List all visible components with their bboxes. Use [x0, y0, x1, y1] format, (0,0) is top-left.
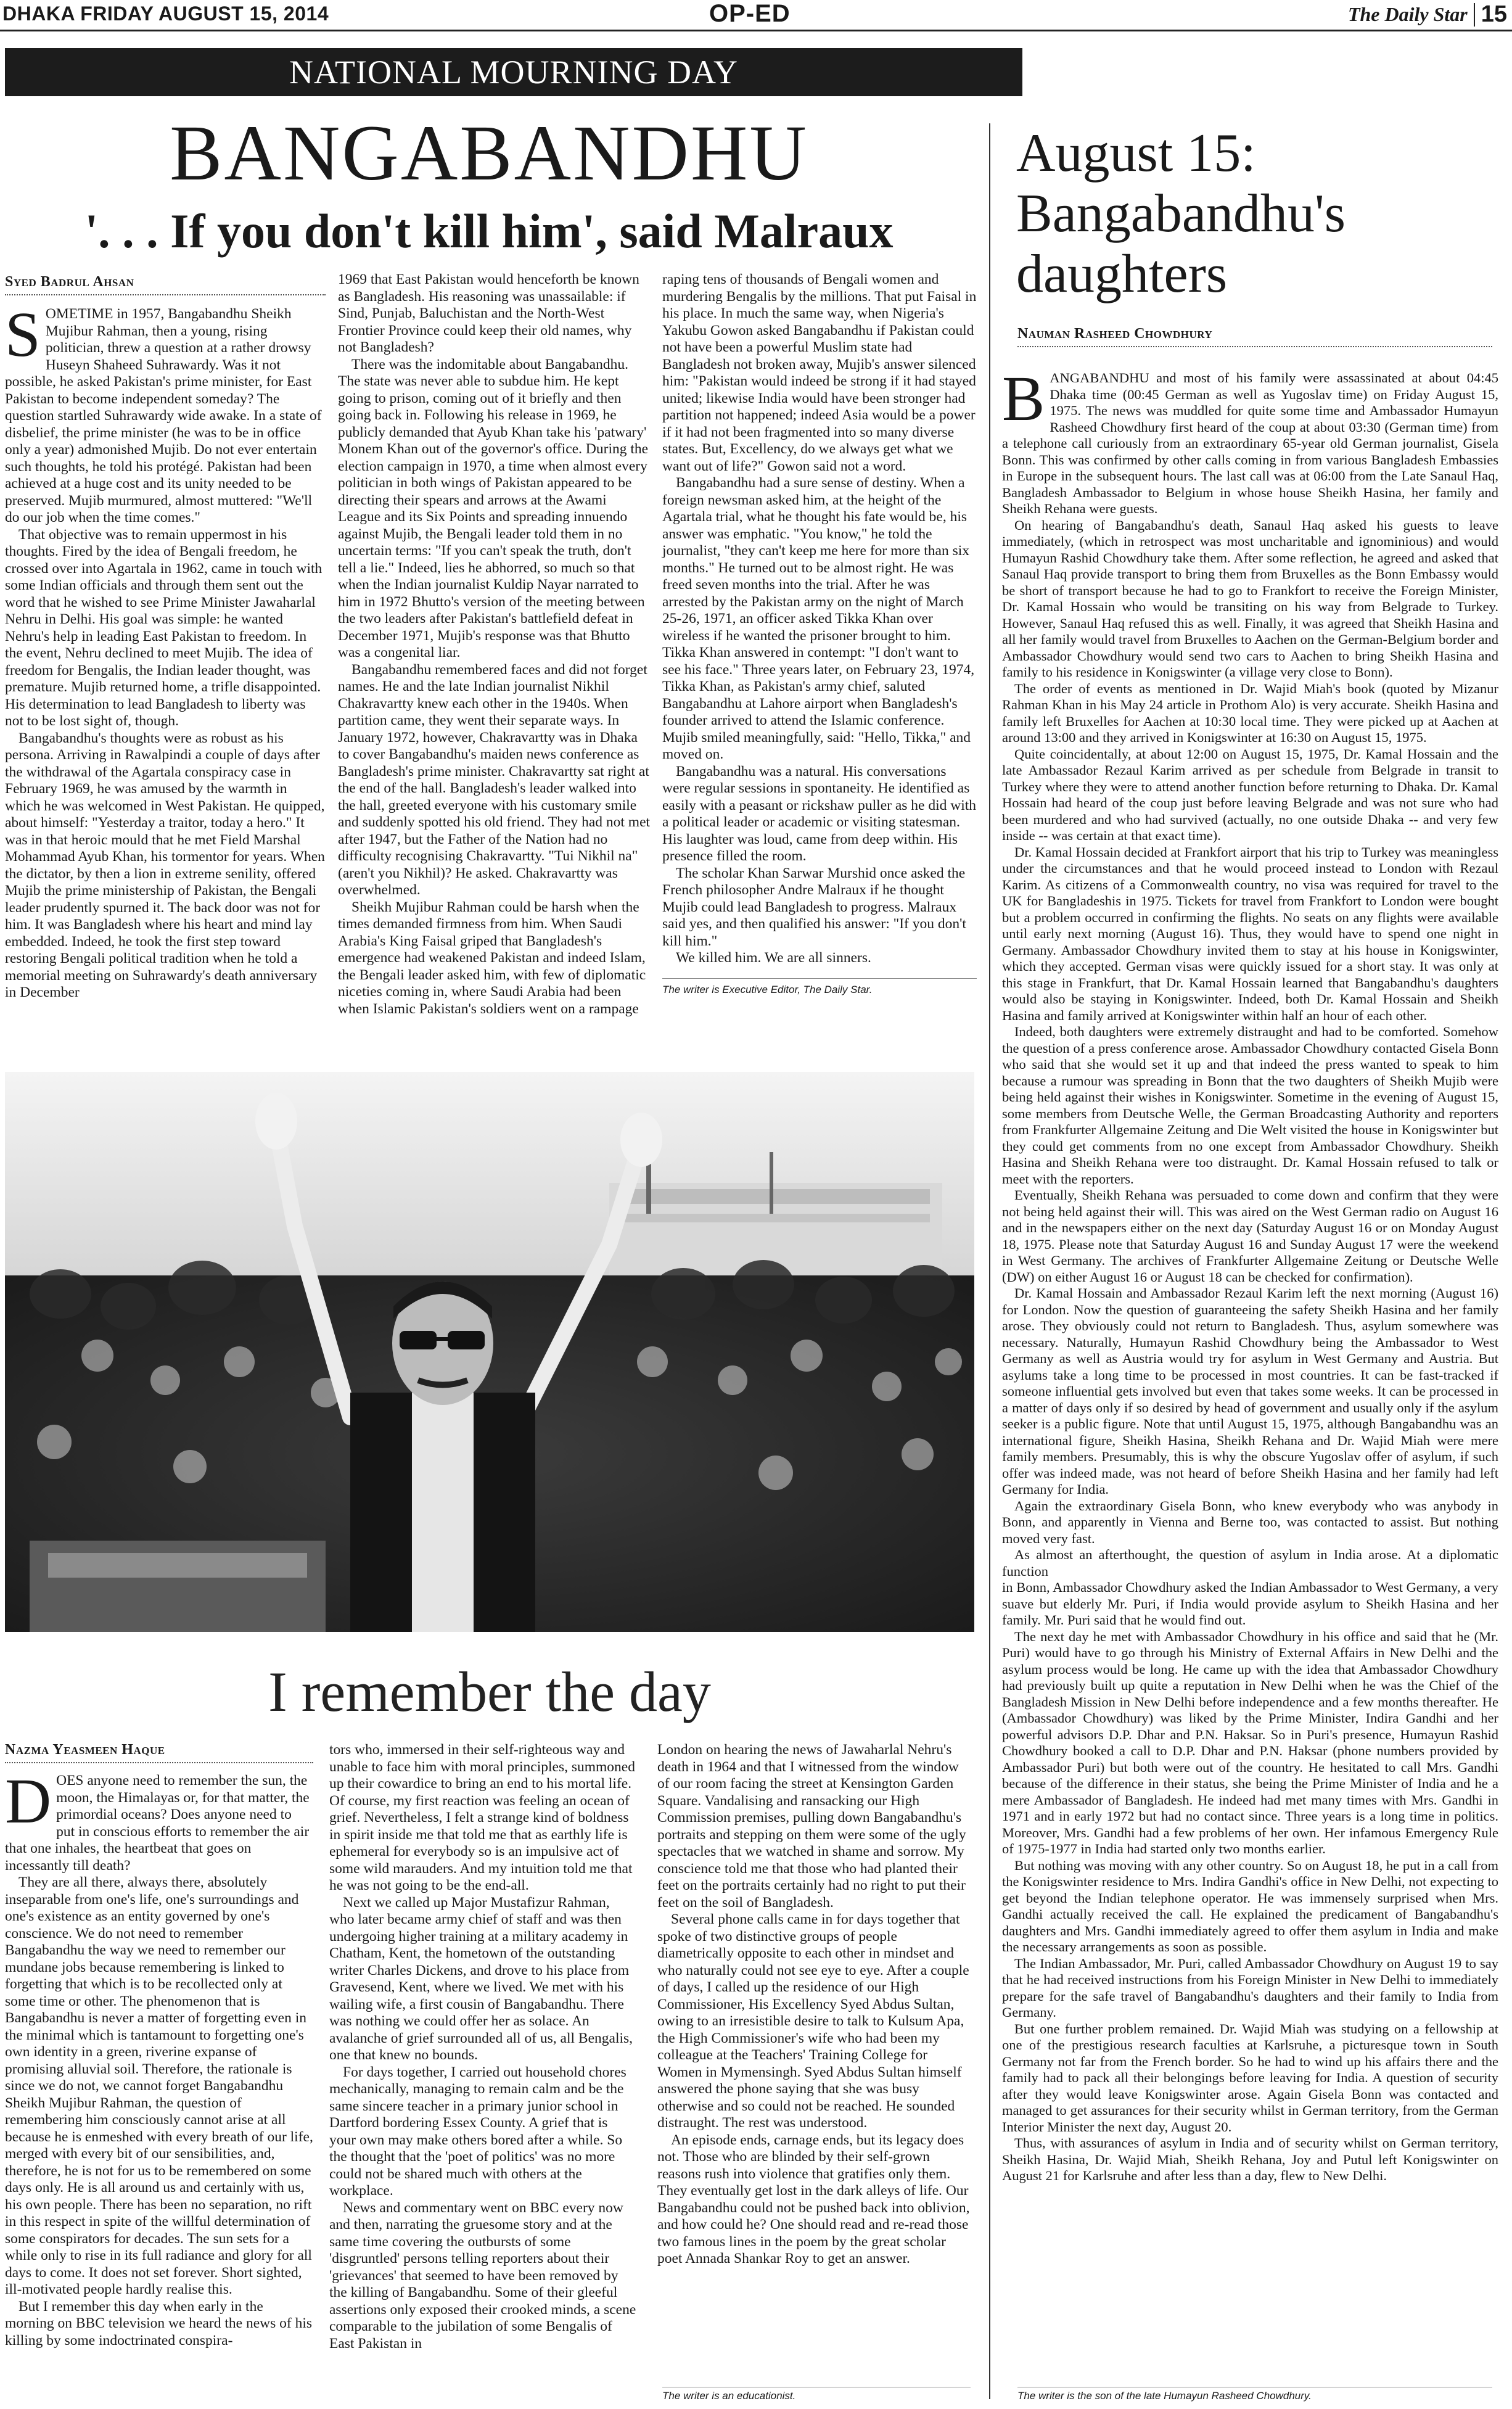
article2-drop-cap: D: [5, 1766, 52, 1837]
article2-para: They are all there, always there, absolutely inseparable from one's life, one's surroundings and one's existence as an entity governed by one's conscience. We do not need to remember Bangabandhu the way we need to remember our mundane jobs because remembering is linked to forgetting that which is to be recollected only at some time or other. The phenomenon that is Bangabandhu is never a matter of forgetting even in the minimal which is tantamount to forgetting one's own identity in a green, riverine expanse of promising alluvial soil. Therefore, the rationale is since we do not, we cannot forget Bangabandhu Sheikh Mujibur Rahman, the question of remembering him consciously cannot arise at all because he is enmeshed with every breath of our life, merged with every bit of our sensibilities, and, therefore, he is not for us to be remembered on some days only. He is all around us and certainly with us, his own people. There has been no separation, no rift in this respect in spite of the willful determination of some conspirators for decades. The sun sets for a while only to rise in its full radiance and glory for all days to come. It does not set forever. Short sighted, ill-motivated people hardly realise this.: [5, 1874, 313, 2297]
article2-byline: Nazma Yeasmeen Haque: [5, 1742, 313, 1763]
article3-para: On hearing of Bangabandhu's death, Sanaul Haq asked his guests to leave immediately, (which in retrospect was most uncharitable and ignominious) and would Humayun Rashid Chowdhury take them. After some reflection, he agreed and asked that Sanaul Haq provide transport to bring them from Bruxelles as the Bonn Embassy would be short of transport because he had to go to Frankfort to receive the Foreign Minister, Dr. Kamal Hossain who would be transiting on his way from Belgrade to Turkey. However, Sanaul Haq refused this as well. Finally, it was agreed that Sheikh Hasina and all her family would travel from Bruxelles to Aachen on the German-Belgium border and Ambassador Chowdhury would send two cars to Aachen to bring Sheikh Hasina and family to his residence in Konigswinter (a village very close to Bonn).: [1002, 517, 1498, 680]
article1-para: Bangabandhu was a natural. His conversations were regular sessions in spontaneity. He identified as easily with a peasant or rickshaw puller as he did with a political leader or academic or visiting statesman. His laughter was loud, came from deep within. His presence filled the room.: [662, 763, 977, 864]
article1-col1: [5, 299, 326, 1002]
article3-para: The Indian Ambassador, Mr. Puri, called Ambassador Chowdhury on August 19 to say that he had received instructions from his Foreign Minister in New Delhi to immediately prepare for the safe travel of Bangabandhu's daughters and their family to India from Germany.: [1002, 1955, 1498, 2020]
paper-logo: The Daily Star: [1347, 3, 1468, 25]
article2-para: tors who, immersed in their self-righteous way and unable to face him with moral principles, summoned up their cowardice to bring an end to his mortal life. Of course, my first reaction was feeling an ocean of grief. Nevertheless, I felt a strange kind of boldness in spirit inside me that told me that as earthly life is ephemeral for everybody so is an impulsive act of some wild marauders. And my intuition told me that he was not going to be the end-all.: [329, 1742, 635, 1893]
article3-para: As almost an afterthought, the question of asylum in India arose. At a diplomatic function: [1002, 1547, 1498, 1579]
crowd-photo-icon: [5, 1072, 974, 1632]
article2-para: An episode ends, carnage ends, but its legacy does not. Those who are blinded by their self-grown reasons rush into violence that gratifies only them. They eventually get lost in the dark alleys of life. Our Bangabandhu could not be pushed back into oblivion, and how could he? One should read and re-read those two famous lines in the poem by the great scholar poet Annada Shankar Roy to get an answer.: [657, 2131, 970, 2267]
article1-para: SOMETIME in 1957, Bangabandhu Sheikh Mujibur Rahman, then a young, rising politician, threw a question at a rather drowsy Huseyn Shaheed Suhrawardy. Was it not possible, he asked Pakistan's prime minister, for East Pakistan to become independent someday? The question startled Suhrawardy wide awake. In a state of disbelief, the prime minister (he was to be in office only a year) admonished Mujib. Do not ever entertain such thoughts, he told his protégé. Pakistan had been achieved at a huge cost and its unity needed to be preserved. Mujib murmured, almost muttered: "We'll do our job when the time comes.": [5, 299, 322, 525]
article3-para: Dr. Kamal Hossain and Ambassador Rezaul Karim left the next morning (August 16) for London. Now the question of guaranteeing the safety Sheikh Hasina and her family arose. They obviously could not return to Bangladesh. Thus, asylum somewhere was necessary. Naturally, Humayun Rashid Chowdhury being the Ambassador to West Germany as well as Austria would try for asylum in West Germany and Austria. But asylums take a long time to be processed in most countries. It can be fast-tracked if someone influential gets involved but even that takes some weeks. It can be processed in a matter of days only if so desired by head of government and usually only if the asylum seeker is a public figure. Note that until August 15, 1975, although Bangabandhu was an international figure, Sheikh Hasina, Sheikh Rehana and Dr. Wajid Miah were mere family members. Presumably, this is why the obscure Yugoslav offer of asylum, if such offer was indeed made, was not heard of before Sheikh Hasina and her family had left Germany for India.: [1002, 1285, 1498, 1497]
article3-para: BANGABANDHU and most of his family were assassinated at about 04:45 Dhaka time (00:45 German as well as Yugoslav time) on Friday August 15, 1975. The news was muddled for quite some time and Ambassador Humayun Rasheed Chowdhury first heard of the coup at about 03:30 (German time) from a telephone call curiously from an extraordinary 65-year old German journalist, Gisela Bonn. This was confirmed by other calls coming in from various Bangladesh Embassies in Europe in the subsequent hours. The last call was at 06:00 from the Late Sanaul Haq, Bangladesh Ambassador to Belgium in whose house Sheikh Hasina, her family and Sheikh Rehana were guests.: [1002, 363, 1498, 516]
article3-para: But nothing was moving with any other country. So on August 18, he put in a call from the Konigswinter residence to Mrs. Indira Gandhi's office in New Delhi, not expecting to get beyond the Indian telephone operator. He was immensely surprised when Mrs. Gandhi actually received the call. He explained the predicament of Bangabandhu's daughters and Mrs. Gandhi immediately agreed to offer them asylum in India and make the necessary arrangements as soon as possible.: [1002, 1857, 1498, 1954]
article2-col1: [5, 1766, 313, 2349]
article3-para: The next day he met with Ambassador Chowdhury in his office and said that he (Mr. Puri) would have to go through his Ministry of External Affairs in New Delhi and the asylum process would be long. He came up with the idea that Ambassador Chowdhury had previously built up quite a reputation in New Delhi when he was the Chief of the Bangladesh Mission in New Delhi before independence and a few months thereafter. He (Ambassador Chowdhury) was liked by the Prime Minister, Indira Gandhi and her powerful advisors D.P. Dhar and P.N. Haksar. So in Puri's presence, Humayun Rashid Chowdhury booked a call to D.P. Dhar and P.N. Haksar (phone numbers provided by Ambassador Puri) but both were out of the country. He hesitated to call Mrs. Gandhi because of the difference in their status, she being the Prime Minister of India and he a mere Ambassador of Bangladesh. He indeed had met many times with Mrs. Gandhi in 1971 and in early 1972 but had no contact since. Three years is a long time in politics. Moreover, Mrs. Gandhi had a few problems of her own. Her infamous Emergency Rule of 1975-1977 in India had started only two months earlier.: [1002, 1628, 1498, 1856]
article1-title: BANGABANDHU: [170, 109, 808, 197]
article2-para: Next we called up Major Mustafizur Rahman, who later became army chief of staff and was then undergoing higher training at a military academy in Chatham, Kent, the hometown of the outstanding writer Charles Dickens, and drove to his place from Gravesend, Kent, where we lived. We met with his wailing wife, a first cousin of Bangabandhu. There was nothing we could offer her as solace. An avalanche of grief surrounded all of us, all Bengalis, one that knew no bounds.: [329, 1894, 633, 2063]
article2-para: News and commentary went on BBC every now and then, narrating the gruesome story and at the same time covering the outbursts of some 'disgruntled' persons telling reporters about their 'grievances' that seemed to have been removed by the killing of Bangabandhu. Some of their gleeful assertions only exposed their crooked minds, a scene comparable to the jubilation of some Bengalis of East Pakistan in: [329, 2199, 636, 2352]
article2-para: Several phone calls came in for days together that spoke of two distinctive groups of people diametrically opposite to each other in mindset and who naturally could not see eye to eye. After a couple of days, I called up the residence of our High Commissioner, His Excellency Syed Abdus Sultan, owing to an irresistible desire to talk to Kulsum Apa, the High Commissioner's wife who had been my colleague at the Teachers' Training College for Women in Mymensingh. Syed Abdus Sultan himself answered the phone saying that she was busy otherwise and so could not be reached. He sounded distraught. The rest was understood.: [657, 1911, 969, 2131]
article3-body: [1002, 363, 1498, 2185]
article1-byline: Syed Badrul Ahsan: [5, 274, 326, 295]
article1-col3: [662, 271, 977, 998]
article3-drop-cap: B: [1002, 363, 1045, 434]
article3-para: The order of events as mentioned in Dr. Wajid Miah's book (quoted by Mizanur Rahman Khan in his May 24 article in Prothom Alo) is very accurate. Sheikh Hasina and family left Bruxelles for Aachen at 10:30 local time. They were picked up at Aachen at around 13:00 and they arrived in Konigswinter at 16:30 on August 15, 1975.: [1002, 680, 1498, 745]
article2-col3: [657, 1742, 972, 2268]
article2-col2: [329, 1742, 638, 2352]
article1-para: Sheikh Mujibur Rahman could be harsh when the times demanded firmness from him. When Saudi Arabia's King Faisal griped that Bangladesh's emergence had weakened Pakistan and indeed Islam, the Bengali leader asked him, with few of diplomatic niceties coming in, where Saudi Arabia had been when Islamic Pakistan's soldiers went on a rampage: [338, 899, 646, 1017]
article3-para: Again the extraordinary Gisela Bonn, who knew everybody who was anybody in Bonn, and apparently in Vienna and Berne too, was contacted to assist. But nothing moved very fast.: [1002, 1497, 1498, 1546]
article3-para: Eventually, Sheikh Rehana was persuaded to come down and confirm that they were not being held against their will. This was aired on the West German radio on August 16 and in the newspapers either on the next day (Saturday August 16 or on Monday August 18, 1975. Please note that Saturday August 16 and Sunday August 17 were the weekend in West Germany. The archives of Frankfurter Allgemaine Zeitung or Deutsche Welle (DW) on either August 16 or August 18 can be checked for confirmation).: [1002, 1187, 1498, 1285]
article1-para: Bangabandhu remembered faces and did not forget names. He and the late Indian journalist Nikhil Chakravartty knew each other in the 1940s. When partition came, they went their separate ways. In January 1972, however, Chakravartty was in Dhaka to cover Bangabandhu's maiden news conference as Bangladesh's prime minister. Chakravartty sat right at the end of the hall. Bangladesh's leader walked into the hall, greeted everyone with his customary smile and suddenly spotted his old friend. They had not met after 1947, but the Father of the Nation had no difficulty recognising Chakravartty. "Tui Nikhil na" (aren't you Nikhil)? He asked. Chakravartty was overwhelmed.: [338, 661, 651, 898]
article3-title: August 15: Bangabandhu's daughters: [1016, 123, 1346, 304]
article1-para: raping tens of thousands of Bengali women and murdering Bengalis by the millions. That put Faisal in his place. In much the same way, when Nigeria's Yakubu Gowon asked Bangabandhu if Pakistan could not have been a powerful Muslim state had Bangladesh not broken away, Mujib's answer silenced him: "Pakistan would indeed be strong if it had stayed united; likewise India would have been stronger had partition not happened; indeed Asia would be a power if it had not been fragmented into so many diverse states. But, Excellency, do we always get what we want out of life?" Gowon said not a word.: [662, 271, 977, 474]
article2-note: The writer is an educationist.: [662, 2387, 971, 2402]
article3-note: The writer is the son of the late Humayun Rasheed Chowdhury.: [1017, 2387, 1492, 2402]
article1-para: That objective was to remain uppermost in his thoughts. Fired by the idea of Bengali freedom, he crossed over into Agartala in 1962, came in touch with some Indian officials and through them sent out the word that he wished to see Prime Minister Jawaharlal Nehru in Delhi. His goal was simple: he wanted Nehru's help in leading East Pakistan to freedom. In the event, Nehru declined to meet Mujib. The idea of freedom for Bengalis, the Indian leader thought, was premature. Mujib returned home, a trifle disappointed. His determination to lead Bangladesh to liberty was not to be lost sight of, though.: [5, 526, 323, 729]
section-banner: NATIONAL MOURNING DAY: [5, 48, 1022, 96]
article1-drop-cap: S: [5, 299, 41, 370]
article2-para: For days together, I carried out household chores mechanically, managing to remain calm and be the same sincere teacher in a primary junior school in Dartford bordering Essex County. A grief that is your own may make others bored after a while. So the thought that the 'poet of politics' was no more could not be shared much with others at the workplace.: [329, 2064, 627, 2199]
article1-para: There was the indomitable about Bangabandhu. The state was never able to subdue him. He kept going to prison, coming out of it briefly and then going back in. Following his release in 1969, he publicly demanded that Ayub Khan take his 'patwary' Monem Khan out of the governor's office. During the election campaign in 1970, a time when almost every politician in both wings of Pakistan appeared to be directing their spears and arrows at the Awami League and its Six Points and spreading innuendo against Mujib, the Bengali leader told them in no uncertain terms: "If you can't speak the truth, don't tell a lie." Indeed, lies he abhorred, so much so that when the Indian journalist Kuldip Nayar narrated to him in 1972 Bhutto's version of the meeting between the two leaders after Pakistan's battlefield defeat in December 1971, Mujib's response was that Bhutto was a congenital liar.: [338, 356, 649, 661]
article1-para: Bangabandhu had a sure sense of destiny. When a foreign newsman asked him, at the height of the Agartala trial, what he thought his fate would be, his answer was emphatic. "You know," he told the journalist, "they can't keep me here for more than six months." He turned out to be almost right. He was freed seven months into the trial. After he was arrested by the Pakistan army on the night of March 25-26, 1971, an officer asked Tikka Khan over wireless if he wanted the prisoner brought to him. Tikka Khan answered in contempt: "I don't want to see his face." Three years later, on February 23, 1974, Tikka Khan, as Pakistan's army chief, saluted Bangabandhu at Lahore airport when Bangladesh's founder arrived to attend the Islamic conference. Mujib smiled meaningfully, said: "Hello, Tikka," and moved on.: [662, 475, 975, 762]
article1-para: The scholar Khan Sarwar Murshid once asked the French philosopher Andre Malraux if he thought Mujib could lead Bangladesh to progress. Malraux said yes, and then qualified his answer: "If you don't kill him.": [662, 865, 966, 949]
column-divider: [989, 123, 990, 2399]
article3-para: But one further problem remained. Dr. Wajid Miah was studying on a fellowship at one of the prestigious research faculties at Karlsruhe, a picturesque town in South Germany not far from the French border. So he had to wind up his affairs there and the family had to pack all their belongings before leaving for India. A question of security after they would leave Konigswinter arose. Again Gisela Bonn was contacted and managed to get assurances for their security whilst in German territory, from the German Interior Minister the next day, August 20.: [1002, 2020, 1498, 2135]
article2-para: DOES anyone need to remember the sun, the moon, the Himalayas or, for that matter, the primordial oceans? Does anyone need to put in conscious efforts to remember the air that one inhales, the heartbeat that goes on incessantly till death?: [5, 1766, 310, 1874]
article1-para: 1969 that East Pakistan would henceforth be known as Bangladesh. His reasoning was unassailable: if Sind, Punjab, Baluchistan and the North-West Frontier Province could keep their old names, why not Bangladesh?: [338, 271, 639, 355]
top-rule: [0, 30, 1512, 31]
article1-deck: '. . . If you don't kill him', said Malraux: [84, 204, 894, 258]
dateline: DHAKA FRIDAY AUGUST 15, 2014: [2, 2, 329, 25]
masthead-divider: [1474, 3, 1475, 27]
section-label: OP-ED: [709, 0, 791, 27]
masthead-right: [1348, 1, 1507, 28]
article1-note: The writer is Executive Editor, The Daily Star.: [662, 978, 977, 999]
article1-para: Bangabandhu's thoughts were as robust as his persona. Arriving in Rawalpindi a couple of days after the withdrawal of the Agartala conspiracy case in February 1969, he was amused by the warmth in which he was welcomed in West Pakistan. He quipped, about himself: "Yesterday a traitor, today a hero." It was in that heroic mould that he met Field Marshal Mohammad Ayub Khan, his tormentor for years. When the dictator, by then a lion in extreme senility, offered Mujib the prime ministership of Pakistan, the Bengali leader prudently spurned it. The back door was not for him. It was Bangladesh where his heart and mind lay embedded. Indeed, he took the first step toward restoring Bengali political tradition when he told a memorial meeting on Suhrawardy's death anniversary in December: [5, 730, 325, 1000]
article3-para: Indeed, both daughters were extremely distraught and had to be comforted. Somehow the question of a press conference arose. Ambassador Chowdhury contacted Gisela Bonn who said that she would set it up and that indeed the press wanted to speak to him because a rumour was spreading in Bonn that the two daughters of Sheikh Mujib were being held against their wishes in Konigswinter. Sometime in the evening of August 15, some members from Deutsche Welle, the German Broadcasting Authority and reporters from Frankfurter Allgemaine Zeitung and Die Welt visited the house in Konigswinter but they could get comments from no one except from Ambassador Chowdhury. Sheikh Hasina and Sheikh Rehana were too distraught. Dr. Kamal Hossain refused to talk or meet with the reporters.: [1002, 1024, 1498, 1187]
article3-para: Thus, with assurances of asylum in India and of security whilst on German territory, Sheikh Hasina, Dr. Wajid Miah, Sheikh Rehana, Joy and Putul left Konigswinter on August 21 for Karlsruhe and after less than a day, flew to New Delhi.: [1002, 2135, 1498, 2183]
article2-title: I remember the day: [268, 1660, 711, 1723]
article3-para: in Bonn, Ambassador Chowdhury asked the Indian Ambassador to West Germany, a very suave but elderly Mr. Puri, if India would provide asylum to Sheikh Hasina and her family. Mr. Puri said that he would find out.: [1002, 1579, 1498, 1628]
article3-para: Quite coincidentally, at about 12:00 on August 15, 1975, Dr. Kamal Hossain and the late Ambassador Rezaul Karim arrived as per schedule from Belgrade in transit to Turkey where they were to attend another function before returning to Dhaka. Dr. Kamal Hossain had heard of the coup just before leaving Belgrade and was not sure who had been murdered and who had survived (actually, no one outside Dhaka -- and very few inside -- was certain at that exact time).: [1002, 746, 1498, 843]
article1-para: We killed him. We are all sinners.: [676, 950, 871, 966]
article3-para: Dr. Kamal Hossain decided at Frankfort airport that his trip to Turkey was meaningless under the circumstances and that he would proceed instead to London with Rezaul Karim. As citizens of a Commonwealth country, no visa was required for travel to the UK for Bangladeshis in 1975. Tickets for travel from Frankfort to London were bought but a problem occurred in confirming the flights. No seats on any flights were available until early next morning (August 16). Thus, they would have to spend one night in Germany. Ambassador Chowdhury invited them to stay at his house in Konigswinter, which they accepted. German visas were quickly issued for a short stay. It was only at this stage in Frankfurt, that Dr. Kamal Hossain learned that Bangabandhu's daughters would also be staying in Konigswinter. Indeed, both Dr. Kamal Hossain and Sheikh Hasina and family arrived at Konigswinter within half an hour of each other.: [1002, 844, 1498, 1023]
page-number: 15: [1481, 1, 1507, 27]
article1-col2: [338, 271, 652, 1018]
article2-para: But I remember this day when early in the morning on BBC television we heard the news of his killing by some indoctrinated conspira-: [5, 2298, 312, 2349]
article2-para: London on hearing the news of Jawaharlal Nehru's death in 1964 and that I witnessed from the window of our room facing the street at Kensington Garden Square. Vandalising and ransacking our High Commission premises, pulling down Bangabandhu's portraits and stepping on them were some of the ugly spectacles that we watched in shame and sorrow. My conscience told me that those who had planted their feet on the portraits certainly had no right to put their feet on the soil of Bangladesh.: [657, 1742, 966, 1911]
article3-byline: Nauman Rasheed Chowdhury: [1017, 326, 1492, 347]
